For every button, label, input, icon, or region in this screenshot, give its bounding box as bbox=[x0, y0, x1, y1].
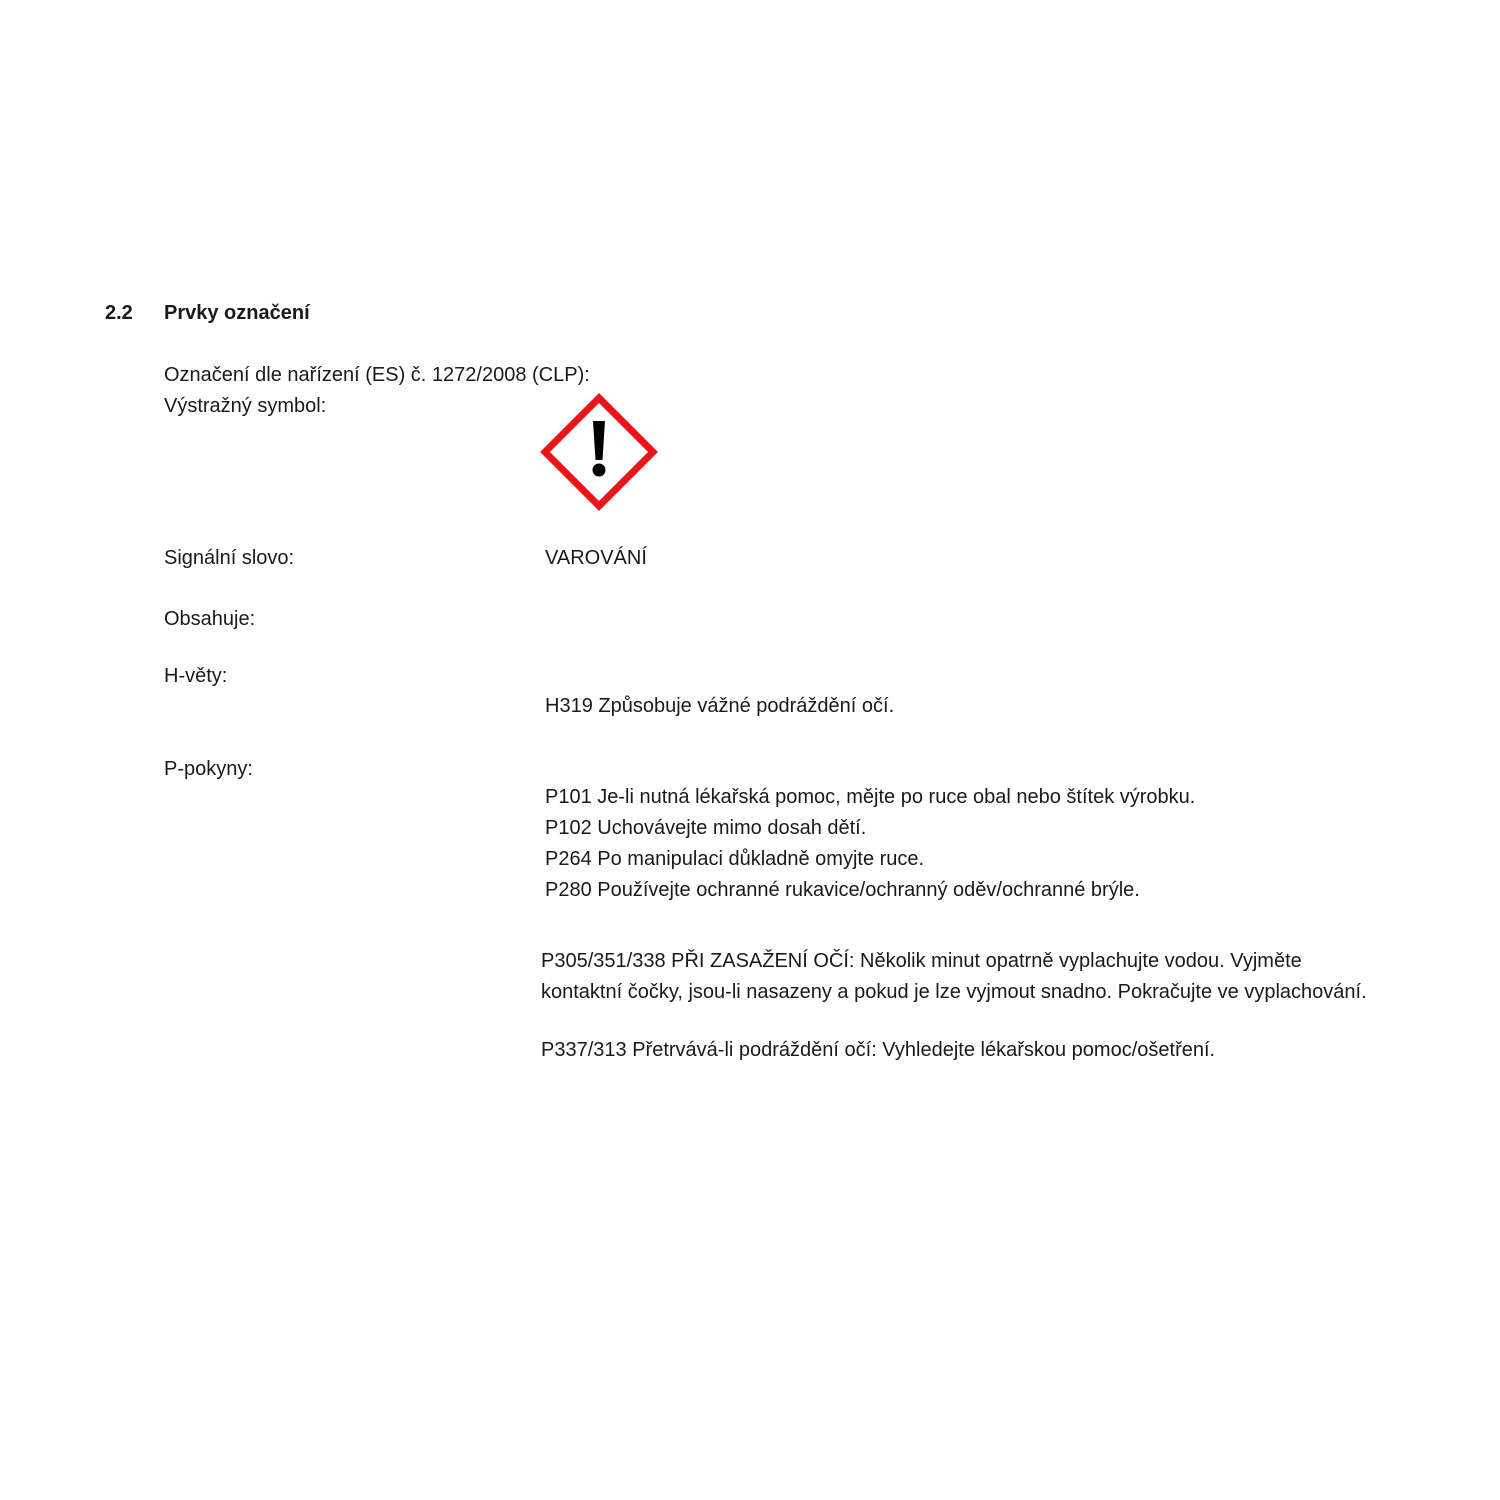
p-statement: P101 Je-li nutná lékařská pomoc, mějte po ruce obal nebo štítek výrobku. bbox=[545, 786, 1196, 808]
contains-label: Obsahuje: bbox=[164, 608, 256, 630]
p-response-1 bbox=[541, 946, 1367, 1008]
p-statement: P102 Uchovávejte mimo dosah dětí. bbox=[545, 817, 867, 839]
p-statements-label: P-pokyny: bbox=[164, 758, 253, 780]
p-response-2: P337/313 Přetrvává-li podráždění očí: Vyhledejte lékařskou pomoc/ošetření. bbox=[541, 1039, 1216, 1061]
symbol-label: Výstražný symbol: bbox=[164, 395, 327, 417]
p-statement: P280 Používejte ochranné rukavice/ochranný oděv/ochranné brýle. bbox=[545, 879, 1140, 901]
ghs-exclamation-icon bbox=[540, 393, 658, 511]
p-statements-list bbox=[545, 782, 1195, 906]
section-title: Prvky označení bbox=[164, 302, 310, 324]
section-number: 2.2 bbox=[105, 302, 133, 324]
signal-word-label: Signální slovo: bbox=[164, 547, 295, 569]
h-statement: H319 Způsobuje vážné podráždění očí. bbox=[545, 695, 895, 717]
regulation-label: Označení dle nařízení (ES) č. 1272/2008 (CLP): bbox=[164, 364, 590, 386]
h-statements-label: H-věty: bbox=[164, 665, 228, 687]
signal-word-value: VAROVÁNÍ bbox=[545, 547, 647, 569]
p-response-1-line: P305/351/338 PŘI ZASAŽENÍ OČÍ: Několik minut opatrně vyplachujte vodou. Vyjměte bbox=[541, 950, 1302, 972]
p-statement: P264 Po manipulaci důkladně omyjte ruce. bbox=[545, 848, 925, 870]
p-response-1-line: kontaktní čočky, jsou-li nasazeny a pokud je lze vyjmout snadno. Pokračujte ve vyplachování. bbox=[541, 981, 1367, 1003]
